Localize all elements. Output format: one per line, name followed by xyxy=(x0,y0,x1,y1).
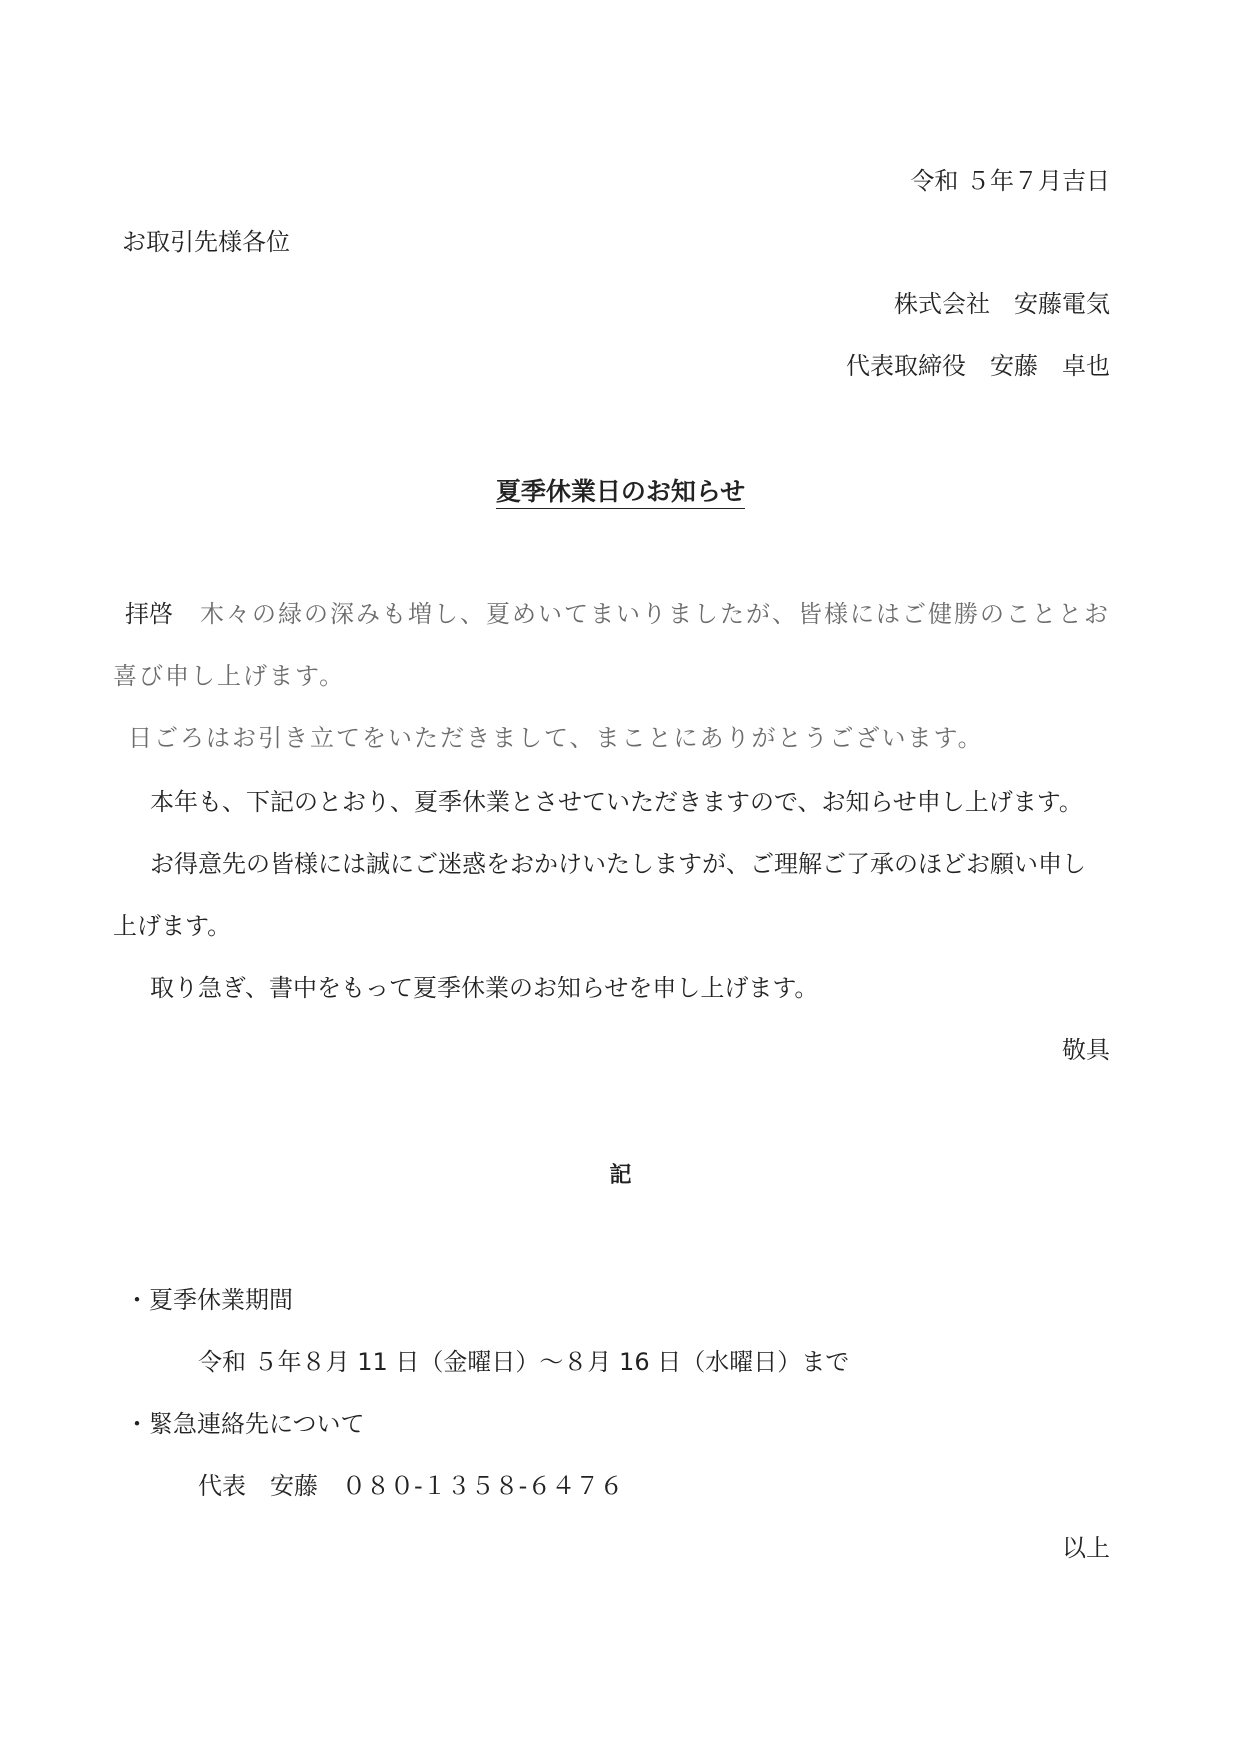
paragraph-4-line-2: 上げます。 xyxy=(113,912,232,940)
opening-word: 拝啓 xyxy=(125,600,173,628)
recipient: お取引先様各位 xyxy=(122,228,290,256)
company-name: 株式会社 安藤電気 xyxy=(894,290,1110,318)
paragraph-5: 取り急ぎ、書中をもって夏季休業のお知らせを申し上げます。 xyxy=(150,974,819,1002)
page-title xyxy=(0,476,1241,508)
paragraph-4-line-1: お得意先の皆様には誠にご迷惑をおかけいたしますが、ご理解ご了承のほどお願い申し xyxy=(150,850,1086,878)
note-item-label: ・緊急連絡先について xyxy=(125,1410,365,1438)
paragraph-3: 本年も、下記のとおり、夏季休業とさせていただきますので、お知らせ申し上げます。 xyxy=(150,788,1083,816)
paragraph-2: 日ごろはお引き立てをいただきまして、まことにありがとうございます。 xyxy=(128,724,984,752)
note-item-label: ・夏季休業期間 xyxy=(125,1286,293,1314)
issue-date: 令和 ５年７月吉日 xyxy=(910,167,1110,195)
closing-word: 敬具 xyxy=(1062,1036,1110,1064)
note-item-detail: 代表 安藤 ０８０-１３５８-６４７６ xyxy=(198,1472,624,1500)
end-mark: 以上 xyxy=(1062,1534,1110,1562)
notes-heading: 記 xyxy=(609,1163,632,1188)
title-text: 夏季休業日のお知らせ xyxy=(496,477,745,509)
note-item-detail: 令和 ５年８月 11 日（金曜日）～８月 16 日（水曜日）まで xyxy=(198,1348,850,1376)
paragraph-1-line-1: 木々の緑の深みも増し、夏めいてまいりましたが、皆様にはご健勝のこととお xyxy=(200,600,1110,628)
representative: 代表取締役 安藤 卓也 xyxy=(846,352,1110,380)
paragraph-1-line-2: 喜び申し上げます。 xyxy=(113,662,346,690)
